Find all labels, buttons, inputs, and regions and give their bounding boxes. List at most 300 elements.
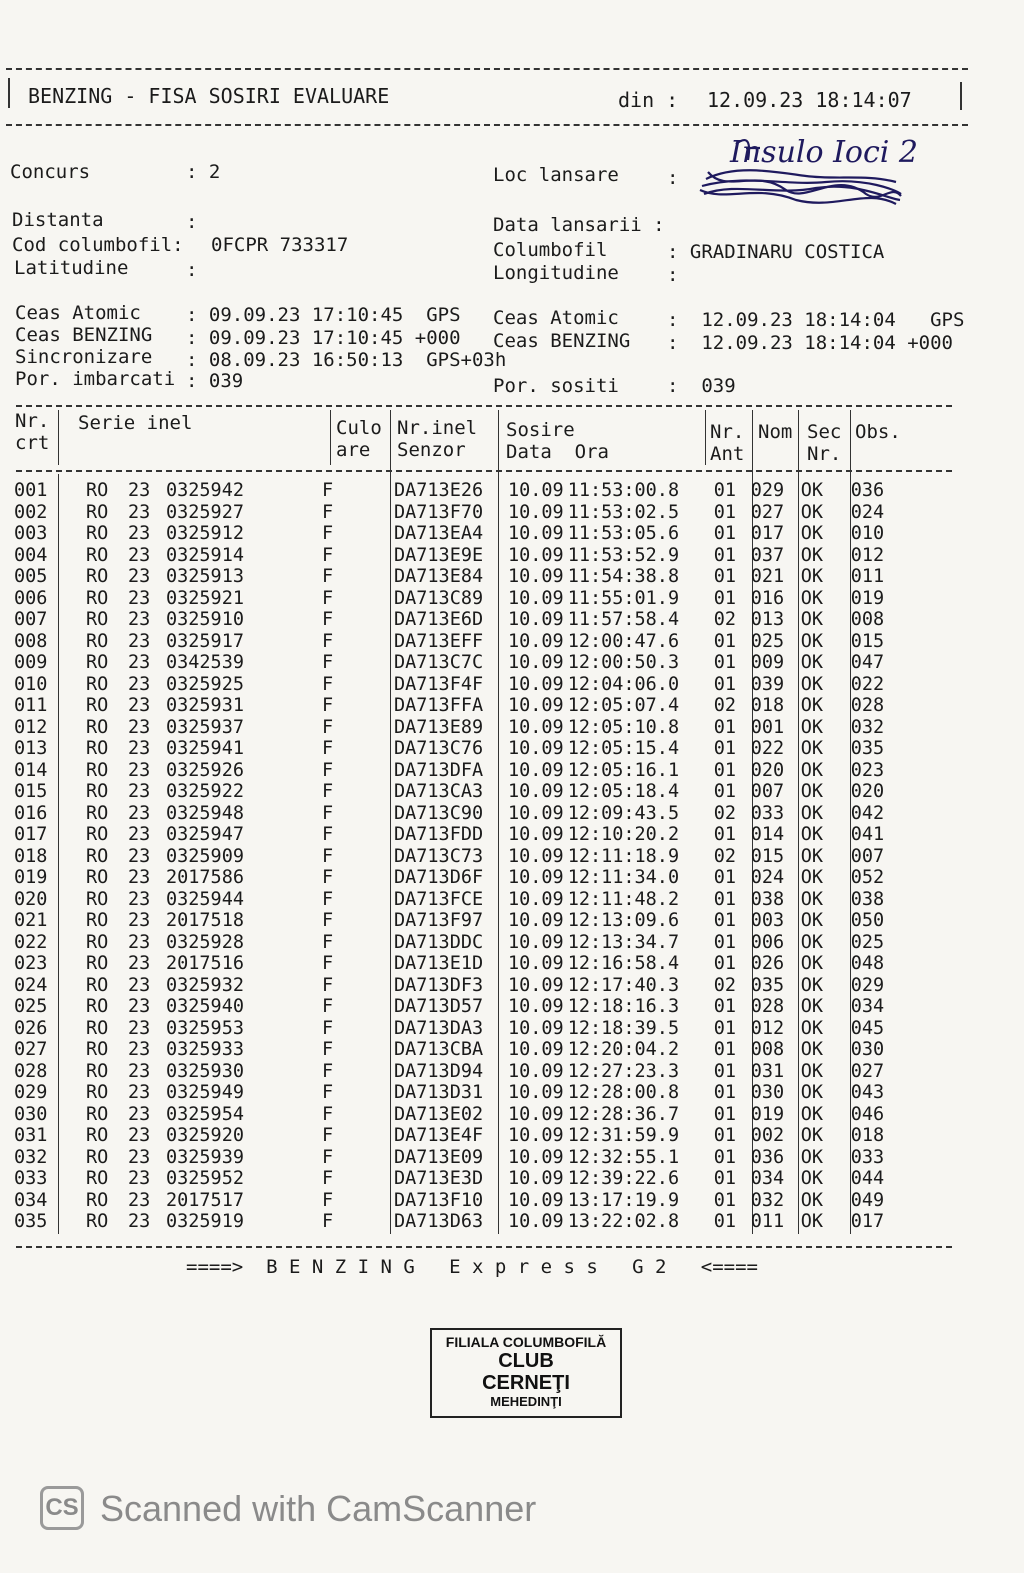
cell-sec: OK xyxy=(800,523,823,544)
cell-inel: 0325954 xyxy=(166,1103,244,1125)
table-row xyxy=(12,631,885,653)
cell-obs: 035 xyxy=(850,738,885,759)
cell-nom: 029 xyxy=(750,480,785,501)
cell-obs: 052 xyxy=(850,867,885,888)
cell-ora: 12:05:10.8 xyxy=(567,716,680,738)
cell-tara: RO xyxy=(86,888,109,910)
cell-sex: F xyxy=(322,738,334,759)
cell-obs: 017 xyxy=(850,1211,885,1232)
cell-data: 10.09 xyxy=(508,695,564,716)
cell-ora: 12:13:34.7 xyxy=(567,931,680,953)
cell-ora: 12:05:16.1 xyxy=(567,759,680,781)
cell-ora: 12:05:18.4 xyxy=(567,781,680,802)
cell-sec: OK xyxy=(800,845,823,867)
cell-ora: 12:16:58.4 xyxy=(567,953,680,974)
cell-inel: 0325942 xyxy=(166,480,244,501)
cell-data: 10.09 xyxy=(508,652,564,673)
cell-data: 10.09 xyxy=(508,953,564,974)
cell-nr: 016 xyxy=(14,802,48,824)
cell-senzor: DA713F70 xyxy=(394,501,484,523)
cell-senzor: DA713E1D xyxy=(394,953,484,974)
cell-ora: 12:00:47.6 xyxy=(567,630,680,652)
cell-inel: 0325949 xyxy=(166,1082,244,1103)
col-sec-1: Sec xyxy=(807,421,842,443)
cell-inel: 2017517 xyxy=(166,1189,244,1211)
cell-nr: 034 xyxy=(14,1189,48,1211)
cell-nr: 027 xyxy=(14,1039,48,1060)
cell-tara: RO xyxy=(86,695,109,716)
cell-tara: RO xyxy=(86,630,109,652)
cell-ora: 12:39:22.6 xyxy=(567,1168,680,1189)
cell-data: 10.09 xyxy=(508,738,564,759)
cell-senzor: DA713C73 xyxy=(394,845,484,867)
cell-nr: 003 xyxy=(14,523,48,544)
cell-senzor: DA713F4F xyxy=(394,673,484,695)
cell-ant: 01 xyxy=(713,867,736,888)
cell-inel: 0325913 xyxy=(166,566,244,587)
cell-an: 23 xyxy=(128,738,151,759)
cell-data: 10.09 xyxy=(508,910,564,931)
cell-an: 23 xyxy=(128,996,151,1017)
cell-nr: 018 xyxy=(14,845,48,867)
cell-inel: 0342539 xyxy=(166,652,244,673)
cell-an: 23 xyxy=(128,1103,151,1125)
cell-ant: 01 xyxy=(713,1039,736,1060)
cell-data: 10.09 xyxy=(508,1146,564,1168)
cell-sec: OK xyxy=(800,566,823,587)
col-culoare-2: are xyxy=(336,439,371,461)
cell-obs: 043 xyxy=(850,1082,885,1103)
cell-sec: OK xyxy=(800,759,823,781)
cell-ant: 01 xyxy=(713,759,736,781)
cell-sec: OK xyxy=(800,1168,823,1189)
cell-nom: 015 xyxy=(750,845,785,867)
cell-inel: 0325931 xyxy=(166,695,244,716)
stamp-line-2: CLUB xyxy=(498,1350,554,1372)
cell-sec: OK xyxy=(800,1211,823,1232)
arrivals-table xyxy=(12,480,885,1233)
cell-sex: F xyxy=(322,1125,334,1146)
cell-ora: 12:27:23.3 xyxy=(567,1060,680,1082)
cell-ora: 12:28:00.8 xyxy=(567,1082,680,1103)
cell-nom: 033 xyxy=(750,802,785,824)
cell-tara: RO xyxy=(86,1017,109,1039)
por-imbarcati-label: Por. imbarcati xyxy=(15,368,176,390)
cell-nom: 016 xyxy=(750,587,785,609)
cell-inel: 0325914 xyxy=(166,544,244,566)
cell-nom: 025 xyxy=(750,630,785,652)
cell-an: 23 xyxy=(128,523,151,544)
camscanner-icon: CS xyxy=(40,1486,84,1530)
cell-data: 10.09 xyxy=(508,1060,564,1082)
cell-data: 10.09 xyxy=(508,1168,564,1189)
loc-lansare-label: Loc lansare xyxy=(493,164,619,186)
cell-sex: F xyxy=(322,974,334,996)
cell-ant: 01 xyxy=(713,566,736,587)
cell-nr: 015 xyxy=(14,781,48,802)
cell-tara: RO xyxy=(86,974,109,996)
cell-nr: 010 xyxy=(14,673,48,695)
table-row xyxy=(12,1190,885,1212)
cell-obs: 022 xyxy=(850,673,885,695)
table-row xyxy=(12,1082,885,1104)
cell-ant: 01 xyxy=(713,824,736,845)
cell-inel: 0325944 xyxy=(166,888,244,910)
cell-an: 23 xyxy=(128,480,151,501)
cell-obs: 047 xyxy=(850,652,885,673)
cell-an: 23 xyxy=(128,544,151,566)
cell-sec: OK xyxy=(800,867,823,888)
cell-obs: 050 xyxy=(850,910,885,931)
cell-obs: 025 xyxy=(850,931,885,953)
cell-data: 10.09 xyxy=(508,566,564,587)
cell-obs: 032 xyxy=(850,716,885,738)
cell-obs: 038 xyxy=(850,888,885,910)
loc-lansare-handwritten: Insulo Ioci 2 xyxy=(730,135,919,170)
cell-data: 10.09 xyxy=(508,630,564,652)
cod-columbofil-label: Cod columbofil: xyxy=(12,234,184,256)
col-obs: Obs. xyxy=(855,421,901,443)
cell-tara: RO xyxy=(86,544,109,566)
cell-ant: 02 xyxy=(713,974,736,996)
cell-ora: 12:11:34.0 xyxy=(567,867,680,888)
table-row xyxy=(12,846,885,868)
cell-inel: 0325910 xyxy=(166,609,244,630)
cell-sex: F xyxy=(322,523,334,544)
table-row xyxy=(12,545,885,567)
data-lansarii-label: Data lansarii : xyxy=(493,214,665,236)
cell-senzor: DA713D94 xyxy=(394,1060,484,1082)
cell-data: 10.09 xyxy=(508,716,564,738)
cell-tara: RO xyxy=(86,1168,109,1189)
cell-nom: 038 xyxy=(750,888,785,910)
cell-nr: 006 xyxy=(14,587,48,609)
cell-an: 23 xyxy=(128,931,151,953)
table-row xyxy=(12,1039,885,1061)
cell-nr: 035 xyxy=(14,1211,48,1232)
cell-nom: 018 xyxy=(750,695,785,716)
cell-senzor: DA713CBA xyxy=(394,1039,484,1060)
cell-senzor: DA713D31 xyxy=(394,1082,484,1103)
table-row xyxy=(12,1168,885,1190)
cell-obs: 012 xyxy=(850,544,885,566)
cell-sex: F xyxy=(322,1189,334,1211)
cell-data: 10.09 xyxy=(508,1082,564,1103)
cell-sex: F xyxy=(322,544,334,566)
cell-nom: 020 xyxy=(750,759,785,781)
cell-ora: 12:05:15.4 xyxy=(567,738,680,759)
cell-nr: 013 xyxy=(14,738,48,759)
cell-an: 23 xyxy=(128,953,151,974)
col-nr-inel-2: Senzor xyxy=(397,439,466,461)
cell-tara: RO xyxy=(86,480,109,501)
cell-sec: OK xyxy=(800,1146,823,1168)
cell-sec: OK xyxy=(800,695,823,716)
cell-sec: OK xyxy=(800,888,823,910)
ceas-atomic-sosire-value: : 12.09.23 18:14:04 GPS xyxy=(667,309,965,331)
ceas-atomic-value: : 09.09.23 17:10:45 GPS xyxy=(186,304,461,326)
table-row xyxy=(12,523,885,545)
cell-data: 10.09 xyxy=(508,824,564,845)
cell-ant: 01 xyxy=(713,1211,736,1232)
cell-nr: 019 xyxy=(14,867,48,888)
cell-obs: 019 xyxy=(850,587,885,609)
cell-senzor: DA713E3D xyxy=(394,1168,484,1189)
cell-obs: 041 xyxy=(850,824,885,845)
cell-nr: 005 xyxy=(14,566,48,587)
cell-inel: 0325940 xyxy=(166,996,244,1017)
cell-inel: 0325941 xyxy=(166,738,244,759)
table-row xyxy=(12,1104,885,1126)
cell-obs: 029 xyxy=(850,974,885,996)
cell-senzor: DA713C7C xyxy=(394,652,484,673)
cell-sex: F xyxy=(322,996,334,1017)
cell-nom: 003 xyxy=(750,910,785,931)
col-sosire-2: Data Ora xyxy=(506,441,609,463)
cell-sec: OK xyxy=(800,1189,823,1211)
col-sosire-1: Sosire xyxy=(506,419,575,441)
cell-nr: 031 xyxy=(14,1125,48,1146)
cell-sex: F xyxy=(322,716,334,738)
cell-inel: 0325930 xyxy=(166,1060,244,1082)
cell-ora: 12:00:50.3 xyxy=(567,652,680,673)
cell-ant: 01 xyxy=(713,1189,736,1211)
cell-ant: 01 xyxy=(713,738,736,759)
cell-obs: 008 xyxy=(850,609,885,630)
cell-ant: 02 xyxy=(713,802,736,824)
cell-data: 10.09 xyxy=(508,673,564,695)
cell-data: 10.09 xyxy=(508,781,564,802)
cell-nr: 030 xyxy=(14,1103,48,1125)
cell-senzor: DA713DDC xyxy=(394,931,484,953)
cell-an: 23 xyxy=(128,802,151,824)
cell-tara: RO xyxy=(86,1146,109,1168)
cell-sec: OK xyxy=(800,1125,823,1146)
cell-sex: F xyxy=(322,609,334,630)
cell-ant: 01 xyxy=(713,1103,736,1125)
table-row xyxy=(12,738,885,760)
col-nr-crt-1: Nr. xyxy=(15,410,50,432)
cell-sec: OK xyxy=(800,802,823,824)
cell-sex: F xyxy=(322,888,334,910)
cell-ora: 12:09:43.5 xyxy=(567,802,680,824)
cell-sex: F xyxy=(322,1017,334,1039)
cell-nr: 001 xyxy=(14,480,48,501)
cell-ant: 02 xyxy=(713,609,736,630)
cell-obs: 015 xyxy=(850,630,885,652)
cell-nr: 022 xyxy=(14,931,48,953)
cell-sec: OK xyxy=(800,738,823,759)
cell-an: 23 xyxy=(128,781,151,802)
cell-tara: RO xyxy=(86,523,109,544)
cell-an: 23 xyxy=(128,888,151,910)
cell-tara: RO xyxy=(86,910,109,931)
cell-obs: 010 xyxy=(850,523,885,544)
cell-inel: 0325928 xyxy=(166,931,244,953)
cell-tara: RO xyxy=(86,1125,109,1146)
cell-senzor: DA713E6D xyxy=(394,609,484,630)
cell-inel: 0325922 xyxy=(166,781,244,802)
cell-ora: 12:18:16.3 xyxy=(567,996,680,1017)
cell-an: 23 xyxy=(128,630,151,652)
cell-nom: 030 xyxy=(750,1082,785,1103)
cell-senzor: DA713FCE xyxy=(394,888,484,910)
cell-nr: 012 xyxy=(14,716,48,738)
cell-sec: OK xyxy=(800,824,823,845)
cell-inel: 0325933 xyxy=(166,1039,244,1060)
cell-sex: F xyxy=(322,1060,334,1082)
table-row xyxy=(12,910,885,932)
cell-obs: 020 xyxy=(850,781,885,802)
cell-senzor: DA713DA3 xyxy=(394,1017,484,1039)
cell-tara: RO xyxy=(86,716,109,738)
cell-inel: 0325921 xyxy=(166,587,244,609)
table-row xyxy=(12,1061,885,1083)
cell-data: 10.09 xyxy=(508,587,564,609)
longitudine-colon: : xyxy=(667,264,679,286)
cell-senzor: DA713DFA xyxy=(394,759,484,781)
col-sec-2: Nr. xyxy=(807,443,842,465)
latitudine-colon: : xyxy=(186,259,198,281)
cell-sex: F xyxy=(322,953,334,974)
cell-inel: 0325909 xyxy=(166,845,244,867)
cell-senzor: DA713EFF xyxy=(394,630,484,652)
cell-sex: F xyxy=(322,1211,334,1232)
cell-inel: 0325932 xyxy=(166,974,244,996)
col-serie-inel: Serie inel xyxy=(78,412,193,434)
cell-ora: 11:53:00.8 xyxy=(567,480,680,501)
cell-senzor: DA713FFA xyxy=(394,695,484,716)
cell-nom: 013 xyxy=(750,609,785,630)
cell-sex: F xyxy=(322,587,334,609)
cell-data: 10.09 xyxy=(508,1189,564,1211)
columbofil-label: Columbofil xyxy=(493,239,608,261)
cell-data: 10.09 xyxy=(508,1103,564,1125)
cell-nom: 012 xyxy=(750,1017,785,1039)
cell-sex: F xyxy=(322,652,334,673)
cell-sex: F xyxy=(322,1082,334,1103)
cell-inel: 0325948 xyxy=(166,802,244,824)
cell-inel: 0325919 xyxy=(166,1211,244,1232)
cell-obs: 049 xyxy=(850,1189,885,1211)
cell-sec: OK xyxy=(800,974,823,996)
cell-ant: 01 xyxy=(713,523,736,544)
cell-sec: OK xyxy=(800,609,823,630)
cell-tara: RO xyxy=(86,501,109,523)
cell-ora: 13:17:19.9 xyxy=(567,1189,680,1211)
cell-senzor: DA713E89 xyxy=(394,716,484,738)
cell-inel: 0325952 xyxy=(166,1168,244,1189)
cell-an: 23 xyxy=(128,910,151,931)
cell-inel: 0325920 xyxy=(166,1125,244,1146)
cell-ora: 12:13:09.6 xyxy=(567,910,680,931)
sincronizare-label: Sincronizare xyxy=(15,346,153,368)
cell-an: 23 xyxy=(128,566,151,587)
cell-senzor: DA713D63 xyxy=(394,1211,484,1232)
table-row xyxy=(12,1125,885,1147)
cell-obs: 018 xyxy=(850,1125,885,1146)
cell-tara: RO xyxy=(86,652,109,673)
cell-an: 23 xyxy=(128,867,151,888)
table-row xyxy=(12,867,885,889)
table-row xyxy=(12,609,885,631)
cell-ora: 12:32:55.1 xyxy=(567,1146,680,1168)
table-row xyxy=(12,975,885,997)
cell-nom: 037 xyxy=(750,544,785,566)
cell-data: 10.09 xyxy=(508,544,564,566)
camscanner-text: Scanned with CamScanner xyxy=(100,1488,537,1529)
col-nr-ant-1: Nr. xyxy=(710,421,745,443)
table-bottom-rule xyxy=(16,1246,952,1248)
cell-an: 23 xyxy=(128,1211,151,1232)
cell-senzor: DA713E09 xyxy=(394,1146,484,1168)
cell-ant: 01 xyxy=(713,931,736,953)
cell-senzor: DA713E9E xyxy=(394,544,484,566)
cell-sex: F xyxy=(322,1146,334,1168)
cell-inel: 0325926 xyxy=(166,759,244,781)
cell-senzor: DA713E26 xyxy=(394,480,484,501)
col-nr-ant-2: Ant xyxy=(710,443,745,465)
cell-tara: RO xyxy=(86,953,109,974)
cell-obs: 007 xyxy=(850,845,885,867)
cell-senzor: DA713D57 xyxy=(394,996,484,1017)
cell-an: 23 xyxy=(128,759,151,781)
cell-an: 23 xyxy=(128,673,151,695)
report-datetime: 12.09.23 18:14:07 xyxy=(707,88,912,112)
cell-an: 23 xyxy=(128,1125,151,1146)
cell-sec: OK xyxy=(800,587,823,609)
col-nom: Nom xyxy=(758,421,793,443)
cell-nr: 002 xyxy=(14,501,48,523)
footer-banner: ====> B E N Z I N G E x p r e s s G 2 <==== xyxy=(186,1256,758,1278)
cell-sex: F xyxy=(322,566,334,587)
cell-inel: 0325927 xyxy=(166,501,244,523)
cell-an: 23 xyxy=(128,1017,151,1039)
cell-sec: OK xyxy=(800,910,823,931)
table-row xyxy=(12,652,885,674)
cell-ora: 11:53:05.6 xyxy=(567,523,680,544)
cell-nr: 024 xyxy=(14,974,48,996)
cell-inel: 0325939 xyxy=(166,1146,244,1168)
cell-ora: 11:55:01.9 xyxy=(567,587,680,609)
cell-nr: 033 xyxy=(14,1168,48,1189)
cell-senzor: DA713EA4 xyxy=(394,523,484,544)
table-row xyxy=(12,1147,885,1169)
cell-nr: 009 xyxy=(14,652,48,673)
table-row xyxy=(12,932,885,954)
cell-data: 10.09 xyxy=(508,480,564,501)
cell-tara: RO xyxy=(86,609,109,630)
cell-nom: 028 xyxy=(750,996,785,1017)
cell-obs: 036 xyxy=(850,480,885,501)
cell-obs: 044 xyxy=(850,1168,885,1189)
ceas-benzing-sosire-label: Ceas BENZING xyxy=(493,330,631,352)
cell-an: 23 xyxy=(128,652,151,673)
cell-ora: 12:05:07.4 xyxy=(567,695,680,716)
distanta-colon: : xyxy=(186,211,198,233)
cell-an: 23 xyxy=(128,1082,151,1103)
cell-ant: 01 xyxy=(713,996,736,1017)
cell-inel: 0325947 xyxy=(166,824,244,845)
cell-senzor: DA713C90 xyxy=(394,802,484,824)
cell-sec: OK xyxy=(800,480,823,501)
cell-tara: RO xyxy=(86,759,109,781)
col-nr-crt-2: crt xyxy=(15,432,50,454)
cell-sex: F xyxy=(322,845,334,867)
cell-tara: RO xyxy=(86,824,109,845)
cell-obs: 048 xyxy=(850,953,885,974)
cell-sex: F xyxy=(322,480,334,501)
